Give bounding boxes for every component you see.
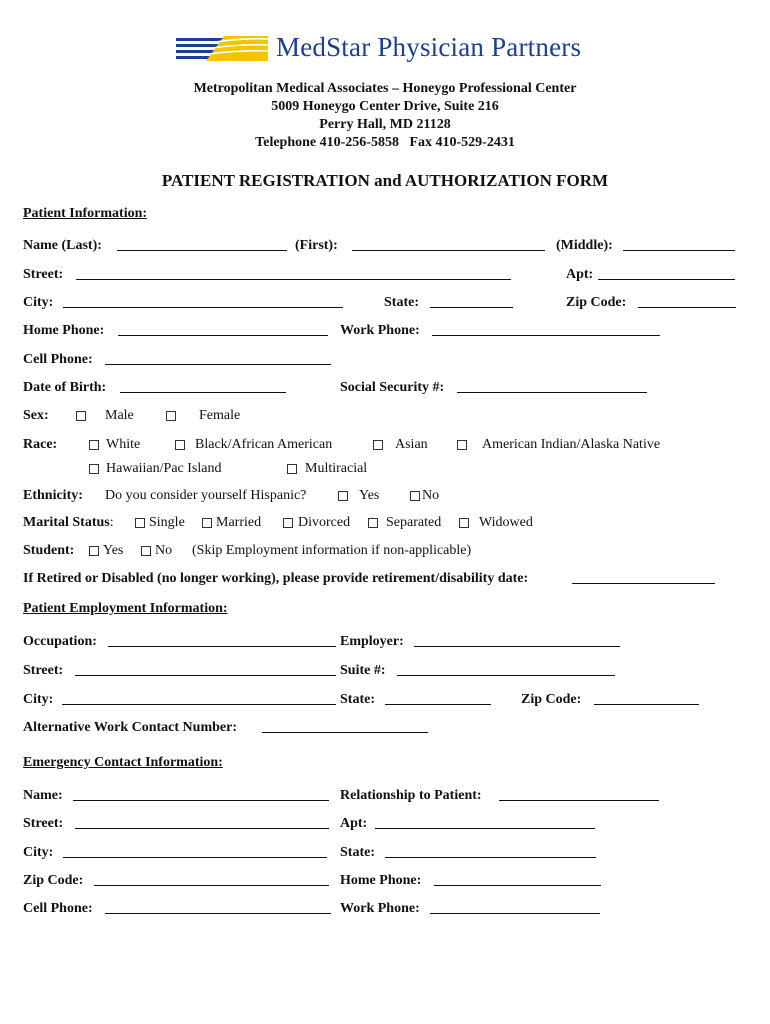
employment-street-field[interactable] <box>75 675 336 676</box>
address-line-3: Perry Hall, MD 21128 <box>319 117 451 132</box>
student-yes-checkbox[interactable] <box>89 546 99 556</box>
name-last-field[interactable] <box>117 250 287 251</box>
student-note: (Skip Employment information if non-applicable) <box>192 543 472 558</box>
cell-phone-field[interactable] <box>105 364 331 365</box>
emergency-city-field[interactable] <box>63 857 327 858</box>
hispanic-no-checkbox[interactable] <box>410 491 420 501</box>
form-title: PATIENT REGISTRATION and AUTHORIZATION FORM <box>161 171 609 190</box>
city-field[interactable] <box>63 307 343 308</box>
apt-label: Apt: <box>566 267 594 282</box>
city-label: City: <box>23 295 54 310</box>
employment-heading: Patient Employment Information: <box>23 601 228 616</box>
name-first-field[interactable] <box>352 250 545 251</box>
address-line-1: Metropolitan Medical Associates – Honeygo Professional Center <box>193 81 577 96</box>
marital-status-text: Marital Status <box>23 515 110 530</box>
name-middle-label: (Middle): <box>556 238 613 253</box>
emergency-cell-phone-field[interactable] <box>105 913 331 914</box>
marital-single-checkbox[interactable] <box>135 518 145 528</box>
occupation-label: Occupation: <box>23 634 97 649</box>
hispanic-yes-label: Yes <box>359 488 380 503</box>
ethnicity-label: Ethnicity: <box>23 488 83 503</box>
emergency-city-label: City: <box>23 845 54 860</box>
sex-male-label: Male <box>105 408 134 423</box>
emergency-cell-phone-label: Cell Phone: <box>23 901 93 916</box>
employment-zip-field[interactable] <box>594 704 699 705</box>
employment-city-label: City: <box>23 692 54 707</box>
employer-label: Employer: <box>340 634 404 649</box>
suite-field[interactable] <box>397 675 615 676</box>
patient-info-heading: Patient Information: <box>23 206 148 221</box>
logo-text: MedStar Physician Partners <box>276 32 582 62</box>
race-white-checkbox[interactable] <box>89 440 99 450</box>
occupation-field[interactable] <box>108 646 336 647</box>
employer-field[interactable] <box>414 646 620 647</box>
home-phone-field[interactable] <box>118 335 328 336</box>
dob-label: Date of Birth: <box>23 380 107 395</box>
emergency-apt-label: Apt: <box>340 816 368 831</box>
alt-work-contact-field[interactable] <box>262 732 428 733</box>
sex-male-checkbox[interactable] <box>76 411 86 421</box>
zip-field[interactable] <box>638 307 736 308</box>
emergency-work-phone-field[interactable] <box>430 913 600 914</box>
emergency-state-field[interactable] <box>385 857 596 858</box>
marital-status-label: Marital Status: <box>23 515 114 530</box>
student-no-checkbox[interactable] <box>141 546 151 556</box>
race-asian-label: Asian <box>395 437 428 452</box>
relationship-label: Relationship to Patient: <box>340 788 482 803</box>
name-first-label: (First): <box>295 238 338 253</box>
race-white-label: White <box>106 437 141 452</box>
street-label: Street: <box>23 267 64 282</box>
race-label: Race: <box>23 437 58 452</box>
retired-disabled-label: If Retired or Disabled (no longer working), please provide retirement/disability date: <box>23 571 529 586</box>
state-label: State: <box>384 295 419 310</box>
name-middle-field[interactable] <box>623 250 735 251</box>
emergency-name-field[interactable] <box>73 800 329 801</box>
marital-divorced-label: Divorced <box>298 515 351 530</box>
emergency-zip-label: Zip Code: <box>23 873 84 888</box>
race-native-checkbox[interactable] <box>457 440 467 450</box>
race-black-label: Black/African American <box>195 437 333 452</box>
work-phone-label: Work Phone: <box>340 323 420 338</box>
apt-field[interactable] <box>598 279 735 280</box>
medstar-logo-icon <box>176 36 268 62</box>
marital-separated-checkbox[interactable] <box>368 518 378 528</box>
address-line-2: 5009 Honeygo Center Drive, Suite 216 <box>271 99 499 114</box>
work-phone-field[interactable] <box>432 335 660 336</box>
emergency-heading: Emergency Contact Information: <box>23 755 223 770</box>
emergency-home-phone-label: Home Phone: <box>340 873 422 888</box>
address-line-4: Telephone 410-256-5858 Fax 410-529-2431 <box>255 135 515 150</box>
emergency-work-phone-label: Work Phone: <box>340 901 420 916</box>
emergency-state-label: State: <box>340 845 375 860</box>
retirement-date-field[interactable] <box>572 583 715 584</box>
emergency-home-phone-field[interactable] <box>434 885 601 886</box>
zip-label: Zip Code: <box>566 295 627 310</box>
student-no-label: No <box>155 543 173 558</box>
employment-street-label: Street: <box>23 663 64 678</box>
marital-married-label: Married <box>216 515 262 530</box>
emergency-street-field[interactable] <box>75 828 329 829</box>
employment-state-field[interactable] <box>385 704 491 705</box>
sex-female-label: Female <box>199 408 241 423</box>
hispanic-no-label: No <box>422 488 440 503</box>
medstar-logo <box>176 30 596 68</box>
name-last-label: Name (Last): <box>23 238 102 253</box>
race-black-checkbox[interactable] <box>175 440 185 450</box>
ethnicity-question: Do you consider yourself Hispanic? <box>105 488 307 503</box>
cell-phone-label: Cell Phone: <box>23 352 93 367</box>
marital-widowed-label: Widowed <box>479 515 533 530</box>
suite-label: Suite #: <box>340 663 386 678</box>
employment-zip-label: Zip Code: <box>521 692 582 707</box>
ssn-field[interactable] <box>457 392 647 393</box>
emergency-zip-field[interactable] <box>94 885 329 886</box>
emergency-apt-field[interactable] <box>375 828 595 829</box>
marital-widowed-checkbox[interactable] <box>459 518 469 528</box>
home-phone-label: Home Phone: <box>23 323 105 338</box>
emergency-street-label: Street: <box>23 816 64 831</box>
race-asian-checkbox[interactable] <box>373 440 383 450</box>
student-label: Student: <box>23 543 75 558</box>
state-field[interactable] <box>430 307 513 308</box>
relationship-field[interactable] <box>499 800 659 801</box>
marital-divorced-checkbox[interactable] <box>283 518 293 528</box>
employment-city-field[interactable] <box>62 704 336 705</box>
sex-female-checkbox[interactable] <box>166 411 176 421</box>
student-yes-label: Yes <box>103 543 124 558</box>
street-field[interactable] <box>76 279 511 280</box>
race-hawaiian-checkbox[interactable] <box>89 464 99 474</box>
sex-label: Sex: <box>23 408 49 423</box>
hispanic-yes-checkbox[interactable] <box>338 491 348 501</box>
ssn-label: Social Security #: <box>340 380 445 395</box>
alt-work-contact-label: Alternative Work Contact Number: <box>23 720 237 735</box>
race-hawaiian-label: Hawaiian/Pac Island <box>106 461 222 476</box>
emergency-name-label: Name: <box>23 788 63 803</box>
marital-single-label: Single <box>149 515 185 530</box>
race-multiracial-label: Multiracial <box>305 461 368 476</box>
marital-separated-label: Separated <box>386 515 442 530</box>
race-native-label: American Indian/Alaska Native <box>482 437 661 452</box>
dob-field[interactable] <box>120 392 286 393</box>
employment-state-label: State: <box>340 692 375 707</box>
race-multiracial-checkbox[interactable] <box>287 464 297 474</box>
marital-married-checkbox[interactable] <box>202 518 212 528</box>
